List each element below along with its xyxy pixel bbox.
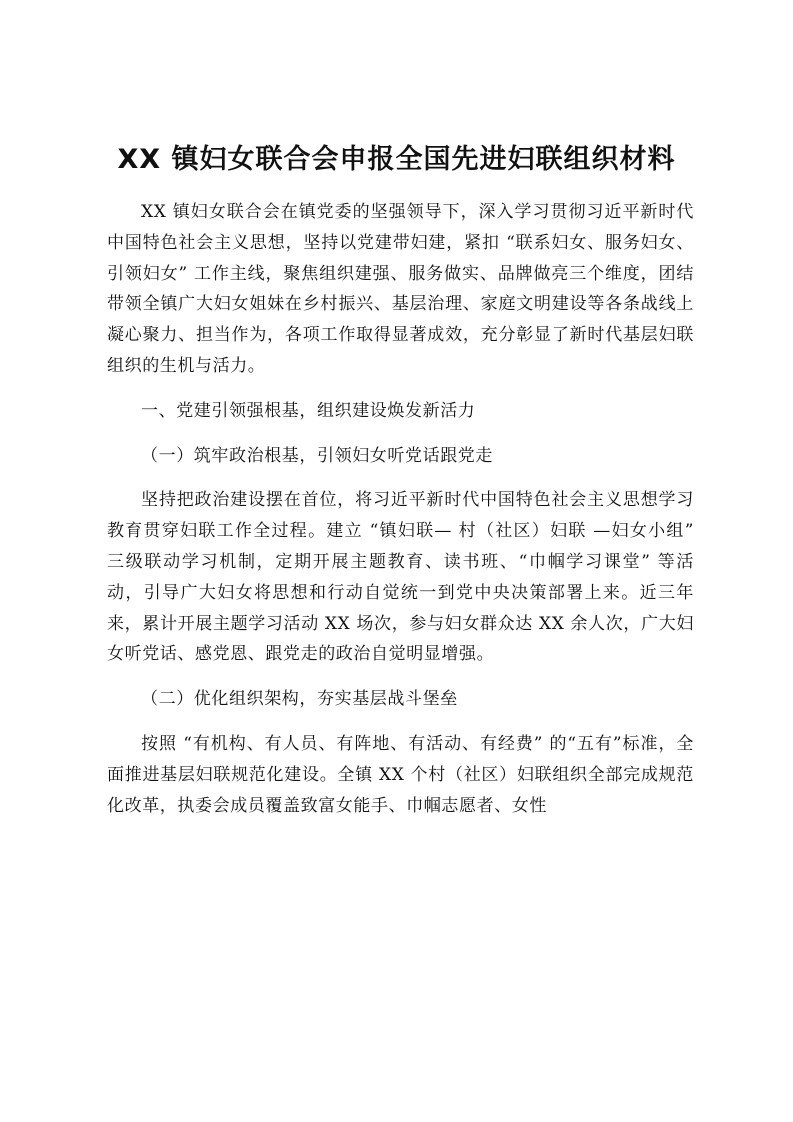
document-body — [107, 197, 694, 821]
subsection-heading-1: （一）筑牢政治根基，引领妇女听党话跟党走 — [141, 445, 493, 466]
body-paragraph-2: 按照 “有机构、有人员、有阵地、有活动、有经费” 的“五有”标准，全面推进基层妇联规范化建设。全镇 XX 个村（社区）妇联组织全部完成规范化改革，执委会成员覆盖致富女能手、巾帼志愿者、女性 — [107, 733, 694, 816]
body-paragraph-1: 坚持把政治建设摆在首位，将习近平新时代中国特色社会主义思想学习教育贯穿妇联工作全过程。建立 “镇妇联— 村（社区）妇联 —妇女小组” 三级联动学习机制，定期开展主题教育、读书班、“巾帼学习课堂” 等活动，引导广大妇女将思想和行动自觉统一到党中央决策部署上来。近三年来，累计开展主题学习活动 XX 场次，参与妇女群众达 XX 余人次，广大妇女听党话、感党恩、跟党走的政治自觉明显增强。 — [107, 490, 694, 665]
document-title: XX 镇妇女联合会申报全国先进妇联组织材料 — [117, 144, 676, 175]
subsection-heading-2: （二）优化组织架构，夯实基层战斗堡垒 — [141, 689, 458, 710]
section-heading-1: 一、党建引领强根基，组织建设焕发新活力 — [141, 400, 476, 421]
intro-paragraph: XX 镇妇女联合会在镇党委的坚强领导下，深入学习贯彻习近平新时代中国特色社会主义思想，坚持以党建带妇建，紧扣 “联系妇女、服务妇女、引领妇女” 工作主线，聚焦组织建强、服务做实、品牌做亮三个维度，团结带领全镇广大妇女姐妹在乡村振兴、基层治理、家庭文明建设等各条战线上凝心聚力、担当作为，各项工作取得显著成效，充分彰显了新时代基层妇联组织的生机与活力。 — [107, 202, 694, 376]
